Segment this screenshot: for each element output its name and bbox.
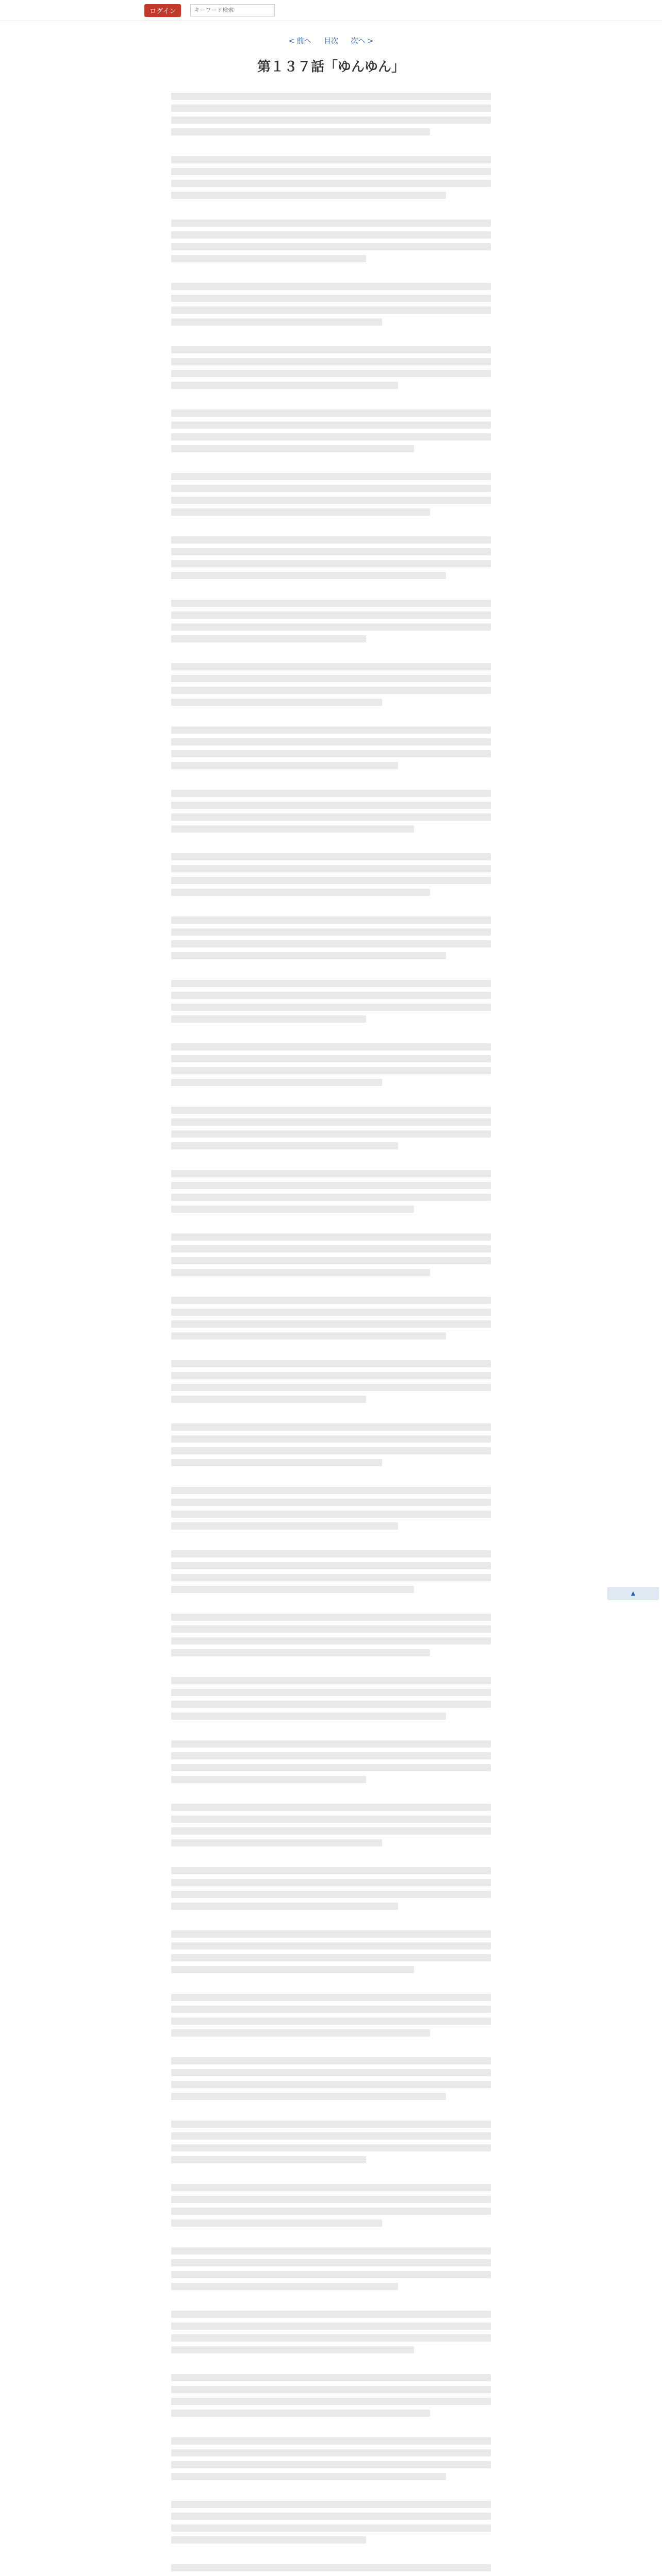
body-line-placeholder — [171, 663, 491, 670]
body-line-placeholder — [171, 457, 491, 468]
body-line-placeholder — [171, 1914, 491, 1926]
body-line-placeholder — [171, 1130, 491, 1138]
body-line-placeholder — [171, 2029, 430, 2037]
body-line-placeholder — [171, 1206, 414, 1213]
body-line-placeholder — [171, 1217, 491, 1229]
body-line-placeholder — [171, 536, 491, 544]
body-line-placeholder — [171, 1471, 491, 1482]
body-line-placeholder — [171, 1360, 491, 1367]
body-line-placeholder — [171, 105, 491, 112]
body-line-placeholder — [171, 192, 446, 199]
body-line-placeholder — [171, 1788, 491, 1799]
body-line-placeholder — [171, 2461, 491, 2468]
body-line-placeholder — [171, 917, 491, 924]
body-line-placeholder — [171, 445, 414, 452]
body-line-placeholder — [171, 1281, 491, 1292]
body-line-placeholder — [171, 2548, 491, 2560]
body-line-placeholder — [171, 1978, 491, 1989]
body-line-placeholder — [171, 1701, 491, 1708]
body-line-placeholder — [171, 928, 491, 936]
body-line-placeholder — [171, 2386, 491, 2393]
body-line-placeholder — [171, 2473, 446, 2480]
body-line-placeholder — [171, 2259, 491, 2266]
body-line-placeholder — [171, 1396, 366, 1403]
body-line-placeholder — [171, 1562, 491, 1569]
body-line-placeholder — [171, 1839, 382, 1846]
body-line-placeholder — [171, 307, 491, 314]
body-line-placeholder — [171, 1851, 491, 1862]
body-line-placeholder — [171, 762, 398, 769]
body-line-placeholder — [171, 2346, 414, 2353]
chapter-body — [171, 93, 491, 2576]
body-line-placeholder — [171, 1320, 491, 1328]
body-line-placeholder — [171, 2536, 366, 2544]
body-line-placeholder — [171, 726, 491, 734]
body-line-placeholder — [171, 1372, 491, 1379]
body-line-placeholder — [171, 2410, 430, 2417]
body-line-placeholder — [171, 180, 491, 187]
body-line-placeholder — [171, 2358, 491, 2369]
body-line-placeholder — [171, 358, 491, 365]
body-line-placeholder — [171, 814, 491, 821]
body-line-placeholder — [171, 901, 491, 912]
body-line-placeholder — [171, 2081, 491, 2088]
body-line-placeholder — [171, 2057, 491, 2064]
body-line-placeholder — [171, 699, 382, 706]
body-line-placeholder — [171, 825, 414, 833]
body-line-placeholder — [171, 410, 491, 417]
body-line-placeholder — [171, 394, 491, 405]
body-line-placeholder — [171, 2501, 491, 2508]
body-line-placeholder — [171, 1930, 491, 1938]
body-line-placeholder — [171, 2132, 491, 2140]
body-line-placeholder — [171, 283, 491, 290]
body-line-placeholder — [171, 572, 446, 579]
body-line-placeholder — [171, 877, 491, 884]
body-line-placeholder — [171, 2564, 491, 2571]
body-line-placeholder — [171, 865, 491, 872]
body-line-placeholder — [171, 1182, 491, 1189]
body-line-placeholder — [171, 710, 491, 722]
body-line-placeholder — [171, 2168, 491, 2179]
body-line-placeholder — [171, 1867, 491, 1874]
body-line-placeholder — [171, 2485, 491, 2496]
body-line-placeholder — [171, 1776, 366, 1783]
body-line-placeholder — [171, 1724, 491, 1736]
prev-link[interactable]: < 前へ — [288, 37, 311, 45]
site-header — [0, 0, 662, 21]
main-column — [171, 36, 491, 2576]
body-line-placeholder — [171, 2283, 398, 2290]
body-line-placeholder — [171, 1994, 491, 2001]
body-line-placeholder — [171, 433, 491, 440]
body-line-placeholder — [171, 2231, 491, 2243]
body-line-placeholder — [171, 1384, 491, 1391]
body-line-placeholder — [171, 1661, 491, 1672]
body-line-placeholder — [171, 2069, 491, 2076]
body-line-placeholder — [171, 1079, 382, 1086]
body-line-placeholder — [171, 1459, 382, 1466]
body-line-placeholder — [171, 1614, 491, 1621]
body-line-placeholder — [171, 168, 491, 175]
body-line-placeholder — [171, 623, 491, 631]
body-line-placeholder — [171, 1027, 491, 1039]
body-line-placeholder — [171, 2093, 446, 2100]
body-line-placeholder — [171, 1309, 491, 1316]
body-line-placeholder — [171, 964, 491, 975]
body-line-placeholder — [171, 1423, 491, 1431]
pager-top — [171, 36, 491, 46]
body-line-placeholder — [171, 1713, 446, 1720]
body-line-placeholder — [171, 1550, 491, 1557]
body-line-placeholder — [171, 790, 491, 797]
body-line-placeholder — [171, 473, 491, 480]
body-line-placeholder — [171, 2247, 491, 2255]
body-line-placeholder — [171, 1055, 491, 1062]
body-line-placeholder — [171, 485, 491, 492]
body-line-placeholder — [171, 2334, 491, 2342]
body-line-placeholder — [171, 1170, 491, 1177]
body-line-placeholder — [171, 204, 491, 215]
body-line-placeholder — [171, 1740, 491, 1748]
body-line-placeholder — [171, 509, 430, 516]
body-line-placeholder — [171, 1966, 414, 1973]
body-line-placeholder — [171, 2271, 491, 2278]
body-line-placeholder — [171, 156, 491, 163]
body-line-placeholder — [171, 1764, 491, 1771]
body-line-placeholder — [171, 1677, 491, 1684]
body-line-placeholder — [171, 1154, 491, 1165]
body-line-placeholder — [171, 635, 366, 642]
body-line-placeholder — [171, 1107, 491, 1114]
body-line-placeholder — [171, 837, 491, 849]
body-line-placeholder — [171, 520, 491, 532]
page-top-button[interactable]: ▲ — [607, 1587, 659, 1600]
body-line-placeholder — [171, 600, 491, 607]
body-line-placeholder — [171, 980, 491, 987]
body-line-placeholder — [171, 1332, 446, 1340]
body-line-placeholder — [171, 1752, 491, 1759]
body-line-placeholder — [171, 1816, 491, 1823]
body-line-placeholder — [171, 952, 446, 959]
body-line-placeholder — [171, 93, 491, 100]
body-line-placeholder — [171, 2524, 491, 2532]
body-line-placeholder — [171, 219, 491, 227]
body-line-placeholder — [171, 295, 491, 302]
body-line-placeholder — [171, 1408, 491, 1419]
body-line-placeholder — [171, 2041, 491, 2053]
body-line-placeholder — [171, 370, 491, 377]
body-line-placeholder — [171, 330, 491, 342]
body-line-placeholder — [171, 548, 491, 555]
body-line-placeholder — [171, 1625, 491, 1633]
body-line-placeholder — [171, 750, 491, 757]
body-line-placeholder — [171, 2398, 491, 2405]
body-line-placeholder — [171, 2437, 491, 2445]
body-line-placeholder — [171, 584, 491, 595]
body-line-placeholder — [171, 1804, 491, 1811]
body-line-placeholder — [171, 1522, 398, 1530]
body-line-placeholder — [171, 267, 491, 278]
body-line-placeholder — [171, 2184, 491, 2191]
body-line-placeholder — [171, 1954, 491, 1961]
body-line-placeholder — [171, 1586, 414, 1593]
toc-link[interactable]: 目次 — [324, 37, 338, 45]
body-line-placeholder — [171, 1269, 430, 1276]
body-line-placeholder — [171, 231, 491, 239]
body-line-placeholder — [171, 647, 491, 658]
body-line-placeholder — [171, 1637, 491, 1645]
body-line-placeholder — [171, 2006, 491, 2013]
body-line-placeholder — [171, 1499, 491, 1506]
body-line-placeholder — [171, 853, 491, 860]
body-line-placeholder — [171, 1233, 491, 1241]
body-line-placeholder — [171, 1257, 491, 1264]
body-line-placeholder — [171, 2208, 491, 2215]
body-line-placeholder — [171, 1649, 430, 1656]
body-line-placeholder — [171, 2374, 491, 2381]
body-line-placeholder — [171, 1194, 491, 1201]
body-line-placeholder — [171, 687, 491, 694]
body-line-placeholder — [171, 2219, 382, 2227]
body-line-placeholder — [171, 1487, 491, 1494]
body-line-placeholder — [171, 2105, 491, 2116]
body-line-placeholder — [171, 346, 491, 353]
body-line-placeholder — [171, 1435, 491, 1443]
body-line-placeholder — [171, 774, 491, 785]
body-line-placeholder — [171, 802, 491, 809]
body-line-placeholder — [171, 1534, 491, 1546]
body-line-placeholder — [171, 2121, 491, 2128]
body-line-placeholder — [171, 1574, 491, 1581]
body-line-placeholder — [171, 1942, 491, 1950]
body-line-placeholder — [171, 421, 491, 429]
body-line-placeholder — [171, 2323, 491, 2330]
body-line-placeholder — [171, 140, 491, 151]
body-line-placeholder — [171, 738, 491, 745]
body-line-placeholder — [171, 1118, 491, 1126]
body-line-placeholder — [171, 1091, 491, 1102]
body-line-placeholder — [171, 612, 491, 619]
body-line-placeholder — [171, 1344, 491, 1355]
body-line-placeholder — [171, 1142, 398, 1149]
body-line-placeholder — [171, 889, 430, 896]
login-button[interactable]: ログイン — [144, 4, 181, 17]
body-line-placeholder — [171, 116, 491, 124]
body-line-placeholder — [171, 1689, 491, 1696]
body-line-placeholder — [171, 497, 491, 504]
body-line-placeholder — [171, 1879, 491, 1886]
body-line-placeholder — [171, 940, 491, 947]
body-line-placeholder — [171, 2196, 491, 2203]
body-line-placeholder — [171, 2513, 491, 2520]
body-line-placeholder — [171, 318, 382, 326]
body-line-placeholder — [171, 2311, 491, 2318]
search-input[interactable] — [190, 4, 275, 16]
body-line-placeholder — [171, 128, 430, 135]
body-line-placeholder — [171, 2144, 491, 2151]
body-line-placeholder — [171, 675, 491, 682]
body-line-placeholder — [171, 992, 491, 999]
body-line-placeholder — [171, 2295, 491, 2306]
body-line-placeholder — [171, 1245, 491, 1252]
body-line-placeholder — [171, 1004, 491, 1011]
body-line-placeholder — [171, 1447, 491, 1454]
body-line-placeholder — [171, 2449, 491, 2456]
next-link[interactable]: 次へ > — [351, 37, 374, 45]
body-line-placeholder — [171, 1043, 491, 1050]
body-line-placeholder — [171, 382, 398, 389]
body-line-placeholder — [171, 243, 491, 250]
chapter-title: 第１３７話「ゆんゆん」 — [257, 59, 405, 75]
body-line-placeholder — [171, 1903, 398, 1910]
body-line-placeholder — [171, 2018, 491, 2025]
body-line-placeholder — [171, 255, 366, 262]
body-line-placeholder — [171, 1015, 366, 1023]
body-line-placeholder — [171, 2156, 366, 2163]
body-line-placeholder — [171, 560, 491, 567]
body-line-placeholder — [171, 2421, 491, 2433]
body-line-placeholder — [171, 1511, 491, 1518]
body-line-placeholder — [171, 1297, 491, 1304]
body-line-placeholder — [171, 1891, 491, 1898]
body-line-placeholder — [171, 1827, 491, 1835]
body-line-placeholder — [171, 1067, 491, 1074]
body-line-placeholder — [171, 1598, 491, 1609]
